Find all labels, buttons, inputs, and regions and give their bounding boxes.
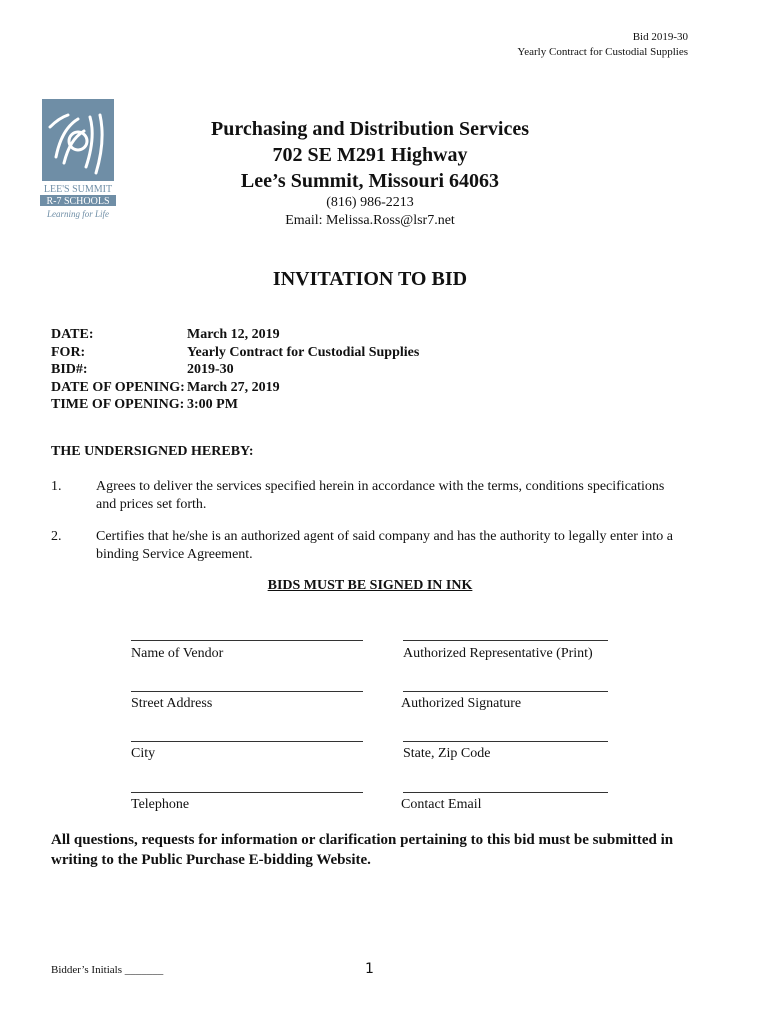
school-district-logo bbox=[38, 97, 120, 223]
questions-notice: All questions, requests for information or clarification pertaining to this bid must be submitted in writing to the Public Purchase E-bidding Website. bbox=[51, 832, 674, 868]
logo-line-1: LEE'S SUMMIT bbox=[43, 184, 113, 195]
telephone-line[interactable] bbox=[131, 792, 363, 793]
item-number: 1. bbox=[51, 479, 62, 494]
vendor-name-line[interactable] bbox=[131, 640, 363, 641]
authorized-signature-label: Authorized Signature bbox=[401, 696, 522, 711]
info-label: DATE OF OPENING: bbox=[51, 379, 185, 395]
item-number: 2. bbox=[51, 529, 62, 544]
info-label: FOR: bbox=[51, 344, 86, 360]
page-number: 1 bbox=[365, 961, 374, 977]
info-value: 3:00 PM bbox=[187, 397, 238, 412]
logo-graphic bbox=[38, 97, 120, 223]
authorized-signature-line[interactable] bbox=[403, 691, 608, 692]
info-value: March 12, 2019 bbox=[187, 327, 280, 342]
info-label: TIME OF OPENING: bbox=[51, 397, 185, 412]
logo-line-2: R-7 SCHOOLS bbox=[46, 196, 110, 207]
authorized-rep-label: Authorized Representative (Print) bbox=[403, 646, 593, 661]
page-title: INVITATION TO BID bbox=[272, 268, 468, 290]
logo-tagline: Learning for Life bbox=[46, 209, 110, 219]
organization-block bbox=[140, 116, 600, 230]
info-value: Yearly Contract for Custodial Supplies bbox=[187, 344, 420, 360]
contact-email-label: Contact Email bbox=[401, 797, 482, 812]
info-label: BID#: bbox=[51, 362, 88, 377]
info-row-date bbox=[51, 326, 419, 344]
list-item bbox=[51, 528, 681, 564]
item-text: Agrees to deliver the services specified herein in accordance with the terms, conditions specifications and prices set forth. bbox=[96, 479, 665, 512]
telephone-label: Telephone bbox=[131, 797, 190, 812]
document-header bbox=[517, 30, 688, 60]
info-row-opening-time bbox=[51, 396, 419, 414]
bidder-initials: Bidder’s Initials _______ bbox=[51, 964, 164, 976]
vendor-name-label: Name of Vendor bbox=[131, 646, 224, 661]
state-zip-line[interactable] bbox=[403, 741, 608, 742]
city-line[interactable] bbox=[131, 741, 363, 742]
undersigned-heading: THE UNDERSIGNED HEREBY: bbox=[51, 444, 254, 459]
contact-email-line[interactable] bbox=[403, 792, 608, 793]
info-label: DATE: bbox=[51, 327, 94, 342]
info-row-opening-date bbox=[51, 379, 419, 397]
state-zip-label: State, Zip Code bbox=[403, 746, 491, 761]
list-item bbox=[51, 478, 681, 514]
bid-info bbox=[51, 326, 419, 414]
organization-email: Email: Melissa.Ross@lsr7.net bbox=[285, 213, 455, 228]
street-address-label: Street Address bbox=[131, 696, 213, 711]
organization-name: Purchasing and Distribution Services bbox=[211, 118, 529, 140]
organization-phone: (816) 986-2213 bbox=[326, 195, 414, 210]
info-value: 2019-30 bbox=[187, 362, 234, 377]
info-row-for bbox=[51, 344, 419, 362]
item-text: Certifies that he/she is an authorized agent of said company and has the authority to legally enter into a binding Service Agreement. bbox=[96, 529, 673, 562]
bid-description: Yearly Contract for Custodial Supplies bbox=[517, 46, 688, 58]
organization-city: Lee’s Summit, Missouri 64063 bbox=[240, 170, 500, 192]
authorized-rep-line[interactable] bbox=[403, 640, 608, 641]
info-value: March 27, 2019 bbox=[187, 379, 280, 395]
street-address-line[interactable] bbox=[131, 691, 363, 692]
city-label: City bbox=[131, 746, 156, 761]
bid-reference: Bid 2019-30 bbox=[632, 31, 688, 43]
organization-street: 702 SE M291 Highway bbox=[272, 144, 468, 166]
ink-notice: BIDS MUST BE SIGNED IN INK bbox=[267, 578, 473, 593]
info-row-bid bbox=[51, 361, 419, 379]
